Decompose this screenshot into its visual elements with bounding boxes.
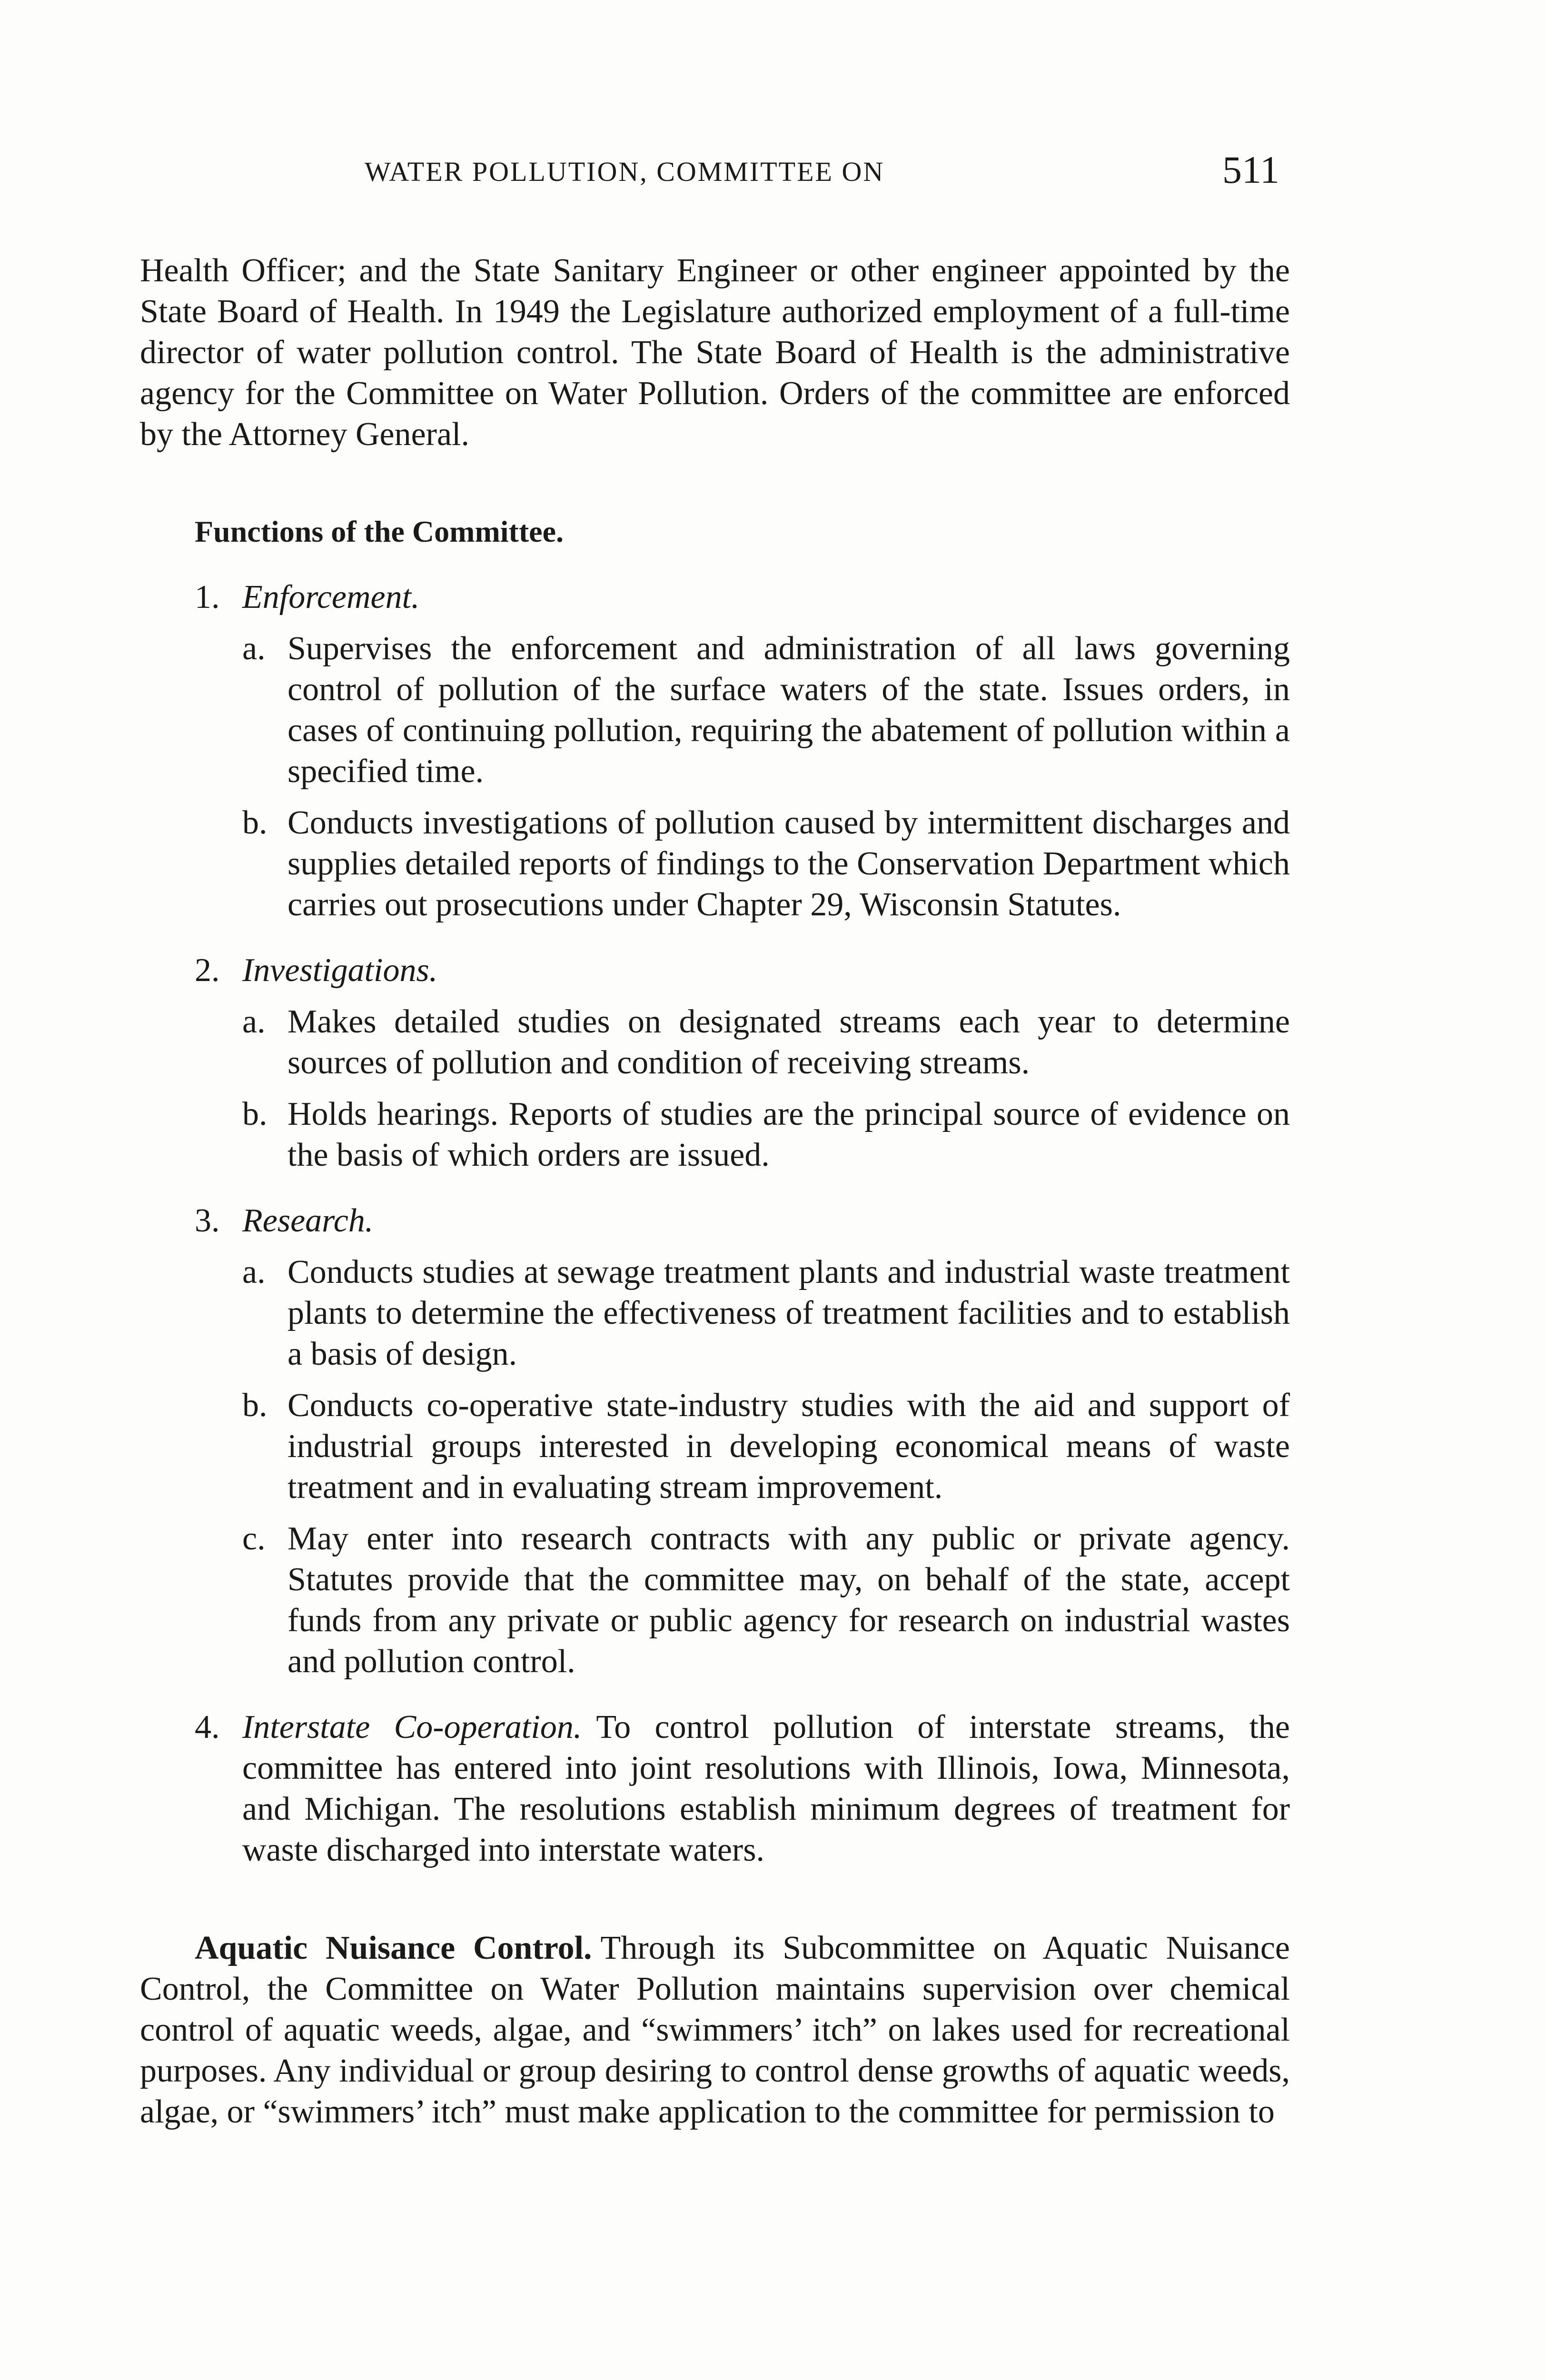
- page-number: 511: [1222, 148, 1279, 191]
- subitem-text: Supervises the enforcement and administration of all laws governing control of pollution of the surface waters of the state. Issues orders, in cases of continuing pollution, requiring the abatement of pollution within a specified time.: [287, 630, 1290, 790]
- running-title: WATER POLLUTION, COMMITTEE ON: [365, 156, 885, 187]
- function-title: [195, 577, 1290, 618]
- subitem-text: Makes detailed studies on designated streams each year to determine sources of pollution and condition of receiving streams.: [287, 1003, 1290, 1081]
- function-subitem: [242, 1094, 1290, 1176]
- subitem-letter: a.: [242, 1254, 266, 1290]
- subitem-letter: c.: [242, 1520, 266, 1557]
- subitem-letter: a.: [242, 630, 266, 667]
- function-title: [195, 950, 1290, 991]
- function-item-investigations: [195, 950, 1290, 1176]
- aquatic-nuisance-paragraph: [140, 1928, 1290, 2132]
- subitem-text: Conducts investigations of pollution caused by intermittent discharges and supplies detailed reports of findings to the Conservation Department which carries out prosecutions under Chapter 29, Wisconsin Statutes.: [287, 804, 1290, 923]
- function-title: [195, 1200, 1290, 1241]
- function-item-research: [195, 1200, 1290, 1682]
- function-title-text: Research.: [242, 1202, 374, 1239]
- function-number: 3.: [195, 1202, 220, 1239]
- function-subitem: [242, 1518, 1290, 1682]
- function-title-text: Enforcement.: [242, 579, 420, 615]
- function-subitem: [242, 1002, 1290, 1083]
- subitem-letter: b.: [242, 1096, 268, 1132]
- section-heading: Functions of the Committee.: [195, 515, 564, 548]
- function-number: 1.: [195, 579, 220, 615]
- paragraph-text: Through its Subcommittee on Aquatic Nuisance Control, the Committee on Water Pollution maintains supervision over chemical control of aquatic weeds, algae, and “swimmers’ itch” on lakes used for recreational purposes. Any individual or group desiring to control dense growths of aquatic weeds, algae, or “swimmers’ itch” must make application to the committee for permission to: [140, 1930, 1290, 2130]
- page-content: [140, 250, 1290, 2132]
- function-subitem: [242, 628, 1290, 792]
- function-title-text: Interstate Co-operation.: [242, 1709, 582, 1745]
- intro-paragraph: Health Officer; and the State Sanitary Engineer or other engineer appointed by the State Board of Health. In 1949 the Legislature authorized employment of a full-time director of water pollution control. The State Board of Health is the administrative agency for the Committee on Water Pollution. Orders of the committee are enforced by the Attorney General.: [140, 252, 1290, 453]
- function-number: 2.: [195, 952, 220, 989]
- subitem-letter: a.: [242, 1003, 266, 1040]
- function-subitem: [242, 803, 1290, 925]
- subitem-letter: b.: [242, 1387, 268, 1424]
- function-item-enforcement: [195, 577, 1290, 925]
- subitem-text: Conducts studies at sewage treatment plants and industrial waste treatment plants to determine the effectiveness of treatment facilities and to establish a basis of design.: [287, 1254, 1290, 1372]
- function-text: To control pollution of interstate streams, the committee has entered into joint resolutions with Illinois, Iowa, Minnesota, and Michigan. The resolutions establish minimum degrees of treatment for waste discharged into interstate waters.: [242, 1709, 1290, 1868]
- function-title-text: Investigations.: [242, 952, 438, 989]
- function-number: 4.: [195, 1709, 220, 1745]
- run-in-heading: Aquatic Nuisance Control.: [195, 1930, 592, 1966]
- subitem-text: Conducts co-operative state-industry studies with the aid and support of industrial groups interested in developing economical means of waste treatment and in evaluating stream improvement.: [287, 1387, 1290, 1506]
- function-subitem: [242, 1252, 1290, 1375]
- function-item-interstate: [195, 1707, 1290, 1871]
- subitem-letter: b.: [242, 804, 268, 841]
- subitem-text: Holds hearings. Reports of studies are the principal source of evidence on the basis of which orders are issued.: [287, 1096, 1290, 1173]
- function-subitem: [242, 1385, 1290, 1508]
- subitem-text: May enter into research contracts with any public or private agency. Statutes provide that the committee may, on behalf of the state, accept funds from any private or public agency for research on industrial wastes and pollution control.: [287, 1520, 1290, 1680]
